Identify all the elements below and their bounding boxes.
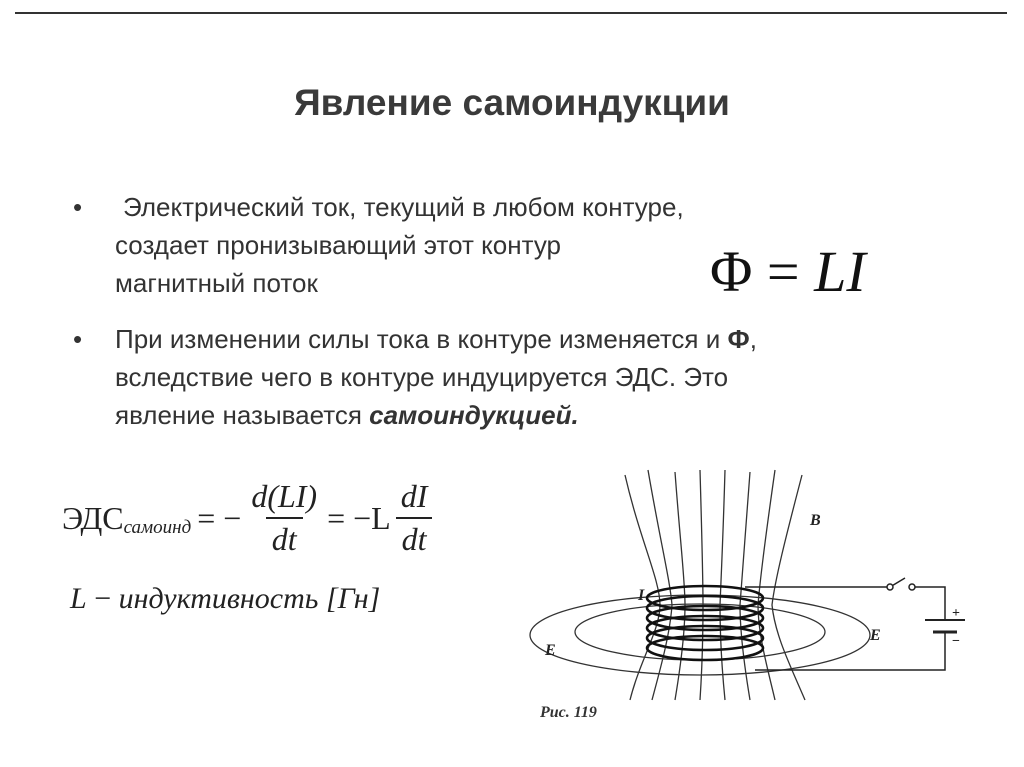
bullet-2-line-1-text: При изменении силы тока в контуре изменяется и xyxy=(115,324,728,354)
flux-symbol: Φ xyxy=(710,239,753,304)
bullet-2 xyxy=(73,320,757,434)
label-B: B xyxy=(810,512,821,529)
flux-rhs: LI xyxy=(814,239,866,304)
flux-formula xyxy=(710,238,866,305)
fraction-dI-dt xyxy=(395,478,434,558)
inductance-symbol: L xyxy=(70,582,87,615)
top-rule xyxy=(15,12,1007,14)
bullet-1-line-1: Электрический ток, текущий в любом контуре, xyxy=(123,192,684,222)
fraction-2-denominator: dt xyxy=(396,517,433,558)
fraction-2-numerator: dI xyxy=(400,478,428,514)
emf-lhs: ЭДС xyxy=(62,499,124,536)
flux-equals: = xyxy=(752,239,815,304)
label-I: I xyxy=(638,587,645,604)
bullet-1-line-3: магнитный поток xyxy=(115,268,318,298)
circuit xyxy=(745,578,965,670)
figure-caption: Рис. 119 xyxy=(540,704,597,721)
emf-formula xyxy=(62,478,437,558)
inductance-word: индуктивность xyxy=(118,582,319,615)
solenoid-figure xyxy=(520,460,980,705)
emf-eq-1: = − xyxy=(197,499,242,536)
field-line xyxy=(648,470,672,700)
bullet-1-line-2: создает пронизывающий этот контур xyxy=(115,230,561,260)
bullet-2-line-1-suffix: , xyxy=(749,324,757,354)
field-line xyxy=(720,470,725,700)
inductance-unit: [Гн] xyxy=(318,582,381,615)
label-E-left: E xyxy=(545,642,556,659)
label-E-right: E xyxy=(870,627,881,644)
fraction-dLI-dt xyxy=(245,478,323,558)
bullet-2-line-3 xyxy=(115,396,757,434)
inductance-definition xyxy=(70,582,380,616)
label-minus: − xyxy=(952,634,960,649)
bullet-2-line-2: вследствие чего в контуре индуцируется ЭДС. Это xyxy=(115,362,729,392)
fraction-1-denominator: dt xyxy=(266,517,303,558)
fraction-1-numerator: d(LI) xyxy=(251,478,318,514)
field-line xyxy=(740,472,750,700)
bullet-2-line-3-text: явление называется xyxy=(115,400,370,430)
page-title: Явление самоиндукции xyxy=(294,82,730,123)
coil xyxy=(647,586,763,660)
bullet-2-line-1 xyxy=(115,320,757,358)
flux-symbol-bold: Ф xyxy=(727,324,750,354)
bullet-1 xyxy=(73,188,684,302)
emf-eq-2: = −L xyxy=(327,499,391,536)
emf-lhs-subscript: самоинд xyxy=(123,517,192,538)
label-plus: + xyxy=(952,606,960,621)
e-field-ring xyxy=(575,604,825,660)
bullet-marker: • xyxy=(73,192,83,222)
inductance-dash: − xyxy=(86,582,119,615)
term-self-induction: самоиндукцией. xyxy=(369,400,579,430)
field-line xyxy=(758,470,775,700)
bullet-marker: • xyxy=(73,324,83,354)
